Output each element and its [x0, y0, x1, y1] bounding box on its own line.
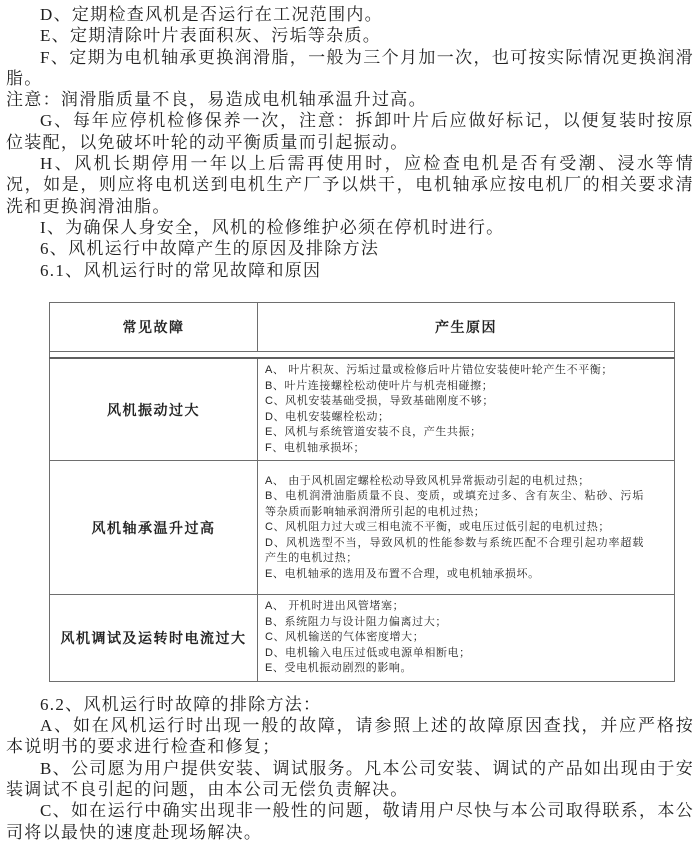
paragraph-item-e: E、定期清除叶片表面积灰、污垢等杂质。 [40, 26, 382, 46]
table-header-row [50, 302, 675, 351]
heading-section-6-2: 6.2、风机运行时故障的排除方法： [40, 694, 322, 714]
cause-line: C、风机阻力过大或三相电流不平衡，或电压过低引起的电机过热； [265, 521, 610, 534]
paragraph-remedy-b: B、公司愿为用户提供安装、调试服务。凡本公司安装、调试的产品如出现由于安装调试不良引起的问题，由本公司无偿负责解决。 [6, 758, 694, 800]
paragraph-remedy-c: C、如在运行中确实出现非一般性的问题，敬请用户尽快与本公司取得联系，本公司将以最快的速度赴现场解决。 [6, 801, 694, 842]
paragraph-item-h: H、风机长期停用一年以上后需再使用时，应检查电机是否有受潮、浸水等情况，如是，则应将电机送到电机生产厂予以烘干，电机轴承应按电机厂的相关要求清洗和更换润滑油脂。 [6, 154, 694, 216]
paragraph-item-d: D、定期检查风机是否运行在工况范围内。 [40, 5, 383, 24]
table-header-fault: 常见故障 [50, 302, 258, 351]
cause-line: B、系统阻力与设计阻力偏离过大； [265, 615, 447, 628]
fault-cell-bearing-temp: 风机轴承温升过高 [50, 461, 258, 595]
cause-line: A、 由于风机固定螺栓松动导致风机异常振动引起的电机过热； [265, 474, 590, 487]
cause-line: B、叶片连接螺栓松动使叶片与机壳相碰擦； [265, 379, 494, 392]
table-header-cause: 产生原因 [258, 302, 675, 351]
cause-line: A、 叶片积灰、污垢过量或检修后叶片错位安装使叶轮产生不平衡； [265, 364, 613, 377]
cause-line: C、风机安装基础受损，导致基础刚度不够； [265, 395, 494, 408]
fault-cell-vibration: 风机振动过大 [50, 358, 258, 461]
cause-line: D、电机安装螺栓松动； [265, 410, 390, 423]
paragraph-item-f: F、定期为电机轴承更换润滑脂，一般为三个月加一次，也可按实际情况更换润滑脂。 [6, 47, 694, 88]
cause-line: E、电机轴承的选用及布置不合理，或电机轴承损坏。 [265, 567, 540, 580]
table-row-bearing-temp [50, 461, 675, 595]
causes-cell-bearing-temp [258, 461, 675, 595]
paragraph-item-i: I、为确保人身安全，风机的检修维护必须在停机时进行。 [40, 217, 505, 237]
cause-line: E、风机与系统管道安装不良，产生共振； [265, 426, 482, 439]
fault-cell-current: 风机调试及运转时电流过大 [50, 595, 258, 682]
heading-section-6: 6、风机运行中故障产生的原因及排除方法 [40, 239, 380, 259]
causes-cell-current [258, 595, 675, 682]
cause-line: E、受电机振动剧烈的影响。 [265, 662, 413, 675]
paragraph-item-g: G、每年应停机检修保养一次，注意：拆卸叶片后应做好标记，以便复装时按原位装配，以免破坏叶轮的动平衡质量而引起振动。 [6, 111, 694, 152]
cause-line: D、风机选型不当，导致风机的性能参数与系统匹配不合理引起功率超载产生的电机过热； [265, 536, 644, 565]
causes-cell-vibration [258, 358, 675, 461]
cause-line: A、 开机时进出风管堵塞； [265, 600, 405, 613]
table-row-vibration [50, 358, 675, 461]
paragraph-note: 注意：润滑脂质量不良，易造成电机轴承温升过高。 [6, 90, 427, 110]
table-row-current [50, 595, 675, 682]
troubleshooting-section [6, 694, 694, 843]
cause-line: B、电机润滑油脂质量不良、变质，或填充过多、含有灰尘、粘砂、污垢等杂质而影响轴承润滑所引起的电机过热； [265, 490, 644, 518]
table-double-rule-row [50, 351, 675, 358]
heading-section-6-1: 6.1、风机运行时的常见故障和原因 [40, 260, 322, 280]
cause-line: F、电机轴承损坏； [265, 441, 366, 454]
table-double-rule [50, 351, 675, 358]
cause-line: D、电机输入电压过低或电源单相断电； [265, 646, 471, 659]
cause-line: C、风机输送的气体密度增大； [265, 631, 425, 644]
fault-table [49, 302, 675, 682]
paragraph-remedy-a: A、如在风机运行时出现一般的故障，请参照上述的故障原因查找，并应严格按本说明书的要求进行检查和修复； [6, 716, 694, 757]
